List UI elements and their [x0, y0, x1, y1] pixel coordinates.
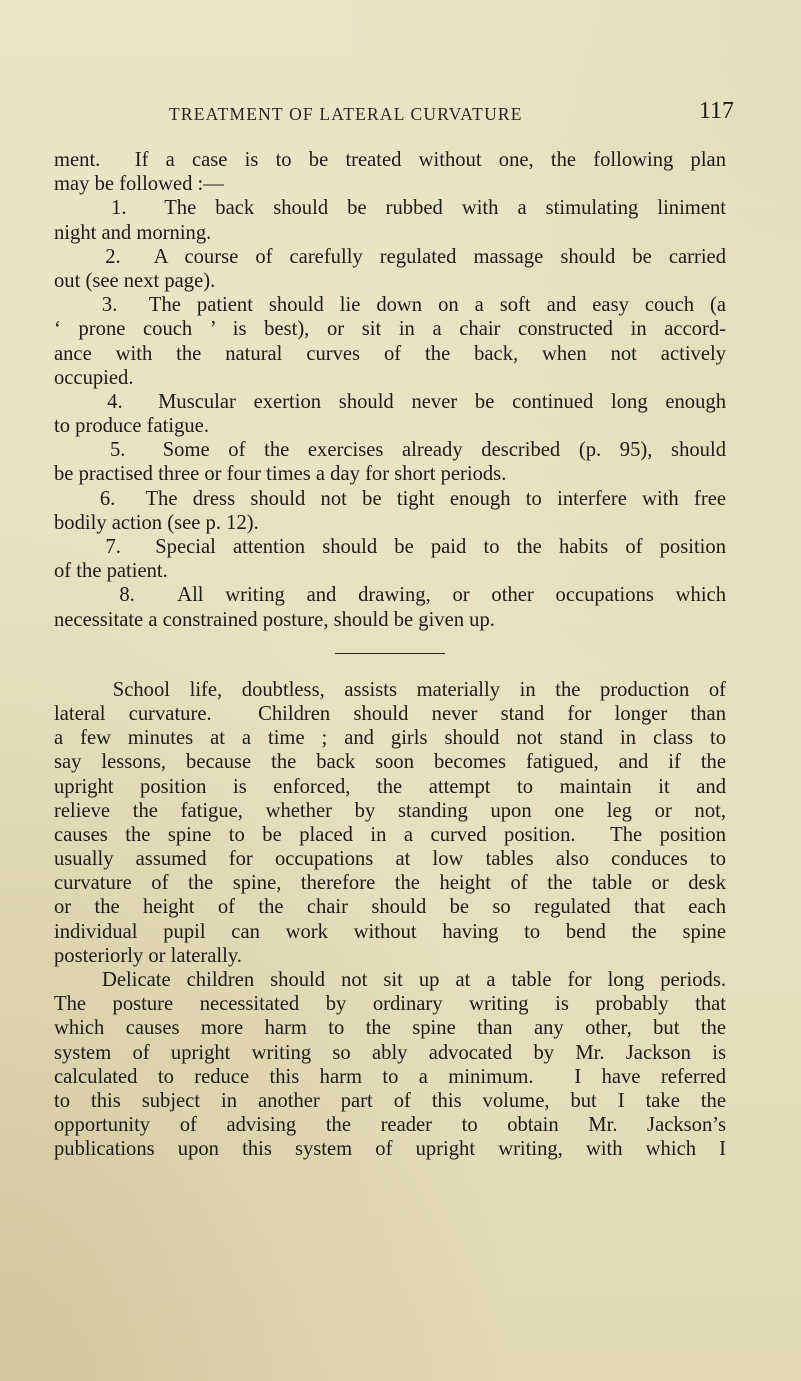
text-line: upright position is enforced, the attempt to maintain it and [54, 775, 726, 798]
text-line: system of upright writing so ably advocated by Mr. Jackson is [54, 1041, 726, 1064]
text-line: or the height of the chair should be so regulated that each [54, 896, 726, 919]
text-line: necessitate a constrained posture, should be given up. [54, 608, 495, 631]
text-line: to this subject in another part of this volume, but I take the [54, 1089, 726, 1112]
text-line: 4. Muscular exertion should never be continued long enough [54, 390, 726, 413]
text-line: say lessons, because the back soon becomes fatigued, and if the [54, 751, 726, 774]
text-line: curvature of the spine, therefore the height of the table or desk [54, 872, 726, 895]
text-line: School life, doubtless, assists materially in the production of [54, 678, 726, 701]
text-line: 2. A course of carefully regulated massage should be carried [54, 245, 726, 268]
text-line: 6. The dress should not be tight enough to interfere with free [54, 487, 726, 510]
body-text [54, 148, 726, 1162]
text-line: Delicate children should not sit up at a table for long periods. [54, 969, 726, 991]
text-line: bodily action (see p. 12). [54, 511, 259, 534]
text-line: of the patient. [54, 560, 168, 583]
numbered-plan-list [54, 148, 726, 632]
text-line: occupied. [54, 366, 134, 389]
page-number: 117 [698, 98, 734, 124]
text-line: to produce fatigue. [54, 415, 209, 438]
text-line: ‘ prone couch ’ is best), or sit in a chair constructed in accord- [54, 318, 726, 341]
text-line: 1. The back should be rubbed with a stimulating liniment [54, 197, 726, 220]
text-line: which causes more harm to the spine than any other, but the [54, 1017, 726, 1040]
text-line: 3. The patient should lie down on a soft and easy couch (a [54, 294, 726, 317]
text-line: out (see next page). [54, 269, 216, 292]
text-line: lateral curvature. Children should never stand for longer than [54, 702, 726, 725]
text-line: ance with the natural curves of the back, when not actively [54, 342, 726, 365]
text-line: a few minutes at a time ; and girls should not stand in class to [54, 727, 726, 750]
text-line: posteriorly or laterally. [54, 944, 242, 967]
text-line: ment. If a case is to be treated without one, the following plan [54, 149, 726, 171]
text-line: 8. All writing and drawing, or other occupations which [54, 584, 726, 607]
text-line: calculated to reduce this harm to a minimum. I have referred [54, 1065, 726, 1088]
text-line: opportunity of advising the reader to obtain Mr. Jackson’s [54, 1114, 726, 1137]
text-line: 5. Some of the exercises already described (p. 95), should [54, 439, 726, 462]
text-line: be practised three or four times a day for short periods. [54, 463, 507, 486]
text-line: publications upon this system of upright writing, with which I [54, 1138, 726, 1161]
school-life-paragraphs [54, 678, 726, 1162]
section-divider-rule [335, 653, 445, 654]
text-line: night and morning. [54, 221, 212, 244]
running-title: TREATMENT OF LATERAL CURVATURE [169, 104, 523, 124]
text-line: causes the spine to be placed in a curved position. The position [54, 823, 726, 846]
text-line: may be followed :— [54, 173, 224, 196]
text-line: The posture necessitated by ordinary writing is probably that [54, 993, 726, 1016]
running-head [54, 98, 734, 126]
text-line: relieve the fatigue, whether by standing upon one leg or not, [54, 799, 726, 822]
text-line: individual pupil can work without having to bend the spine [54, 920, 726, 943]
text-line: usually assumed for occupations at low tables also conduces to [54, 848, 726, 871]
text-line: 7. Special attention should be paid to the habits of position [54, 536, 726, 558]
